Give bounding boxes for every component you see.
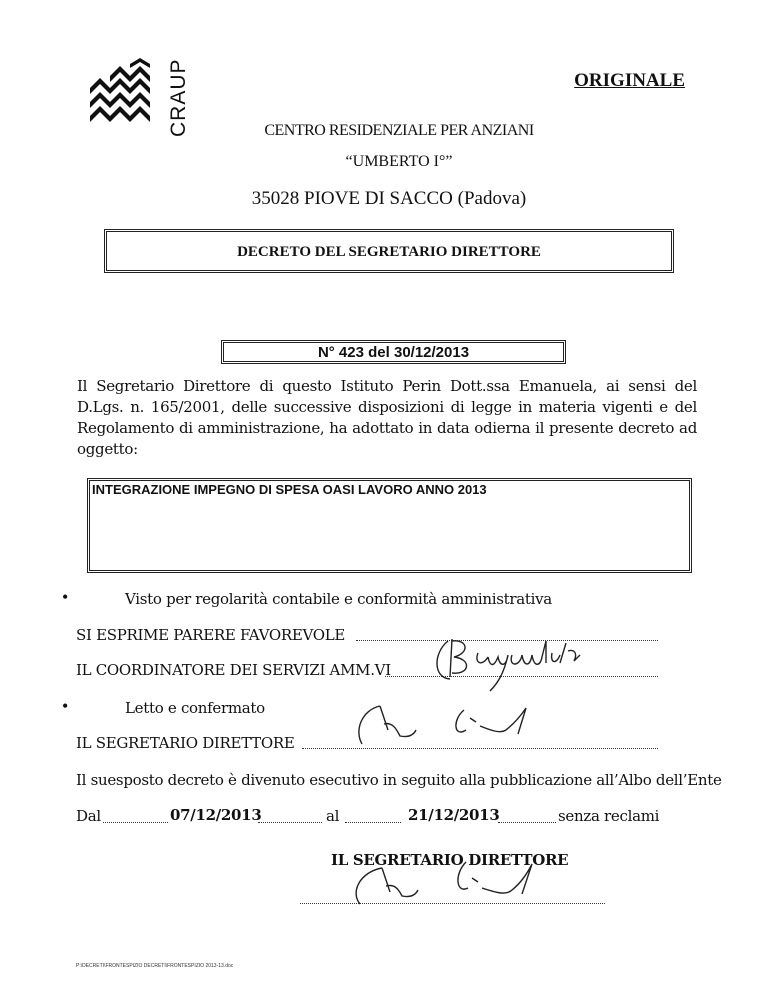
senza-reclami: senza reclami	[558, 807, 660, 825]
original-stamp: ORIGINALE	[574, 70, 685, 91]
decree-subject: INTEGRAZIONE IMPEGNO DI SPESA OASI LAVORO ANNO 2013	[92, 482, 487, 497]
dal-dotted-line	[103, 822, 168, 823]
director-signature	[340, 700, 560, 750]
decree-number: N° 423 del 30/12/2013	[317, 344, 470, 361]
parere-label: SI ESPRIME PARERE FAVOREVOLE	[76, 626, 346, 644]
decree-number-box	[221, 340, 566, 364]
dal-label: Dal	[76, 807, 101, 825]
institution-name: CENTRO RESIDENZIALE PER ANZIANI	[264, 122, 534, 139]
publication-sentence: Il suesposto decreto è divenuto esecutivo in seguito alla pubblicazione all’Albo dell’Ente	[76, 771, 722, 789]
footer-director-signature	[330, 858, 570, 908]
institution-address: 35028 PIOVE DI SACCO (Padova)	[251, 188, 527, 209]
date-to-dotted-line	[498, 822, 556, 823]
date-to: 21/12/2013	[408, 806, 500, 824]
decree-heading-box	[104, 229, 674, 273]
decree-intro-paragraph: Il Segretario Direttore di questo Istituto Perin Dott.ssa Emanuela, ai sensi del D.Lgs. n. 165/2001, delle successive disposizioni di legge in materia vigenti e del Regolamento di amministrazione, ha adottato in data odierna il presente decreto ad oggetto:	[77, 377, 697, 458]
date-from-dotted-line	[258, 822, 322, 823]
file-path: P:\DECRETI\FRONTESPIZIO DECRETI\FRONTESPIZIO 2013-13.doc	[76, 963, 234, 969]
coordinator-signature	[428, 633, 618, 693]
letto-statement: Letto e confermato	[125, 699, 265, 717]
institution-subname: “UMBERTO I°”	[345, 153, 453, 170]
date-from: 07/12/2013	[170, 806, 262, 824]
logo-wordmark: CRAUP	[167, 58, 190, 137]
decree-heading: DECRETO DEL SEGRETARIO DIRETTORE	[237, 244, 541, 260]
segretario-label: IL SEGRETARIO DIRETTORE	[76, 734, 295, 752]
bullet-dot-icon: •	[62, 696, 69, 716]
al-label: al	[326, 807, 340, 825]
visto-statement: Visto per regolarità contabile e conformità amministrativa	[125, 590, 552, 608]
bullet-dot-icon: •	[62, 587, 69, 607]
al-dotted-line	[345, 822, 401, 823]
subject-box	[87, 478, 692, 573]
footer-dotted-line	[300, 903, 605, 904]
coordinatore-label: IL COORDINATORE DEI SERVIZI AMM.VI	[76, 661, 391, 679]
footer-signature-title: IL SEGRETARIO DIRETTORE	[331, 851, 569, 869]
craup-logo-icon	[90, 58, 170, 130]
